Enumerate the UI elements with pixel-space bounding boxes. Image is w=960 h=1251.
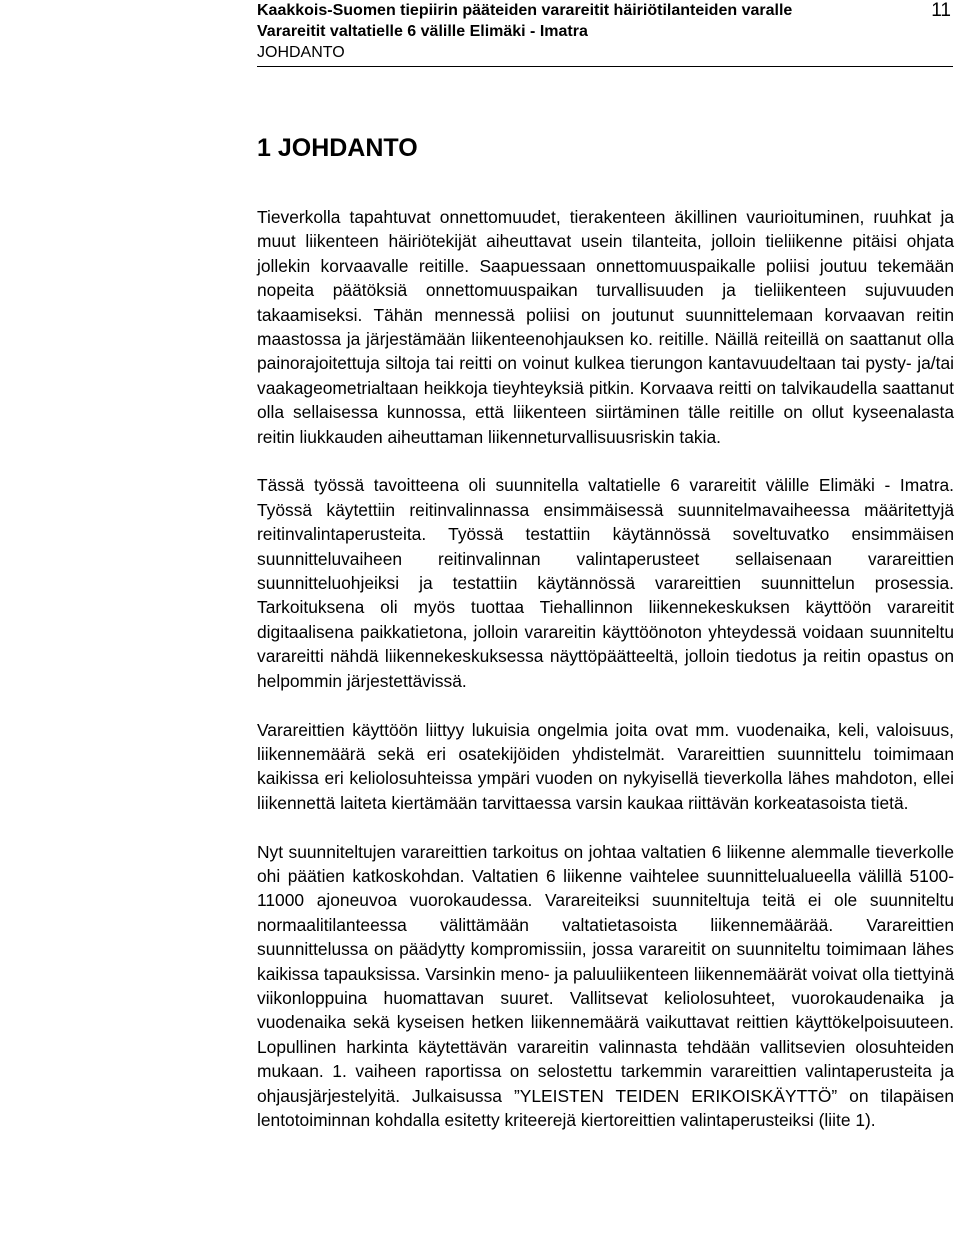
paragraph-2: Tässä työssä tavoitteena oli suunnitella valtatielle 6 varareitit välille Elimäki - Imatra. Työssä käytettiin reitinvalinnassa ensimmäisessä suunnitelmavaiheessa määritettyjä reitinvalintaperusteita. Työssä testattiin käytännössä soveltuvatko ensimmäisen suunnitteluvaiheen reitinvalinnan valintaperusteet sellaisenaan varareittien suunnitteluohjeiksi ja testattiin käytännössä varareittien suunnittelun prosessia. Tarkoituksena oli myös tuottaa Tiehallinnon liikennekeskuksen käyttöön varareitit digitaalisena paikkatietona, jolloin varareitin käyttöönoton yhteydessä voidaan suunniteltu varareitti nähdä liikennekeskuksessa näyttöpäätteeltä, jolloin tiedotus ja reitin opastus on helpommin järjestettävissä.	[257, 475, 954, 691]
running-header	[257, 0, 953, 67]
chapter-heading: 1 JOHDANTO	[257, 134, 418, 162]
paragraph-4: Nyt suunniteltujen varareittien tarkoitus on johtaa valtatien 6 liikenne alemmalle tieverkolle ohi päätien katkoskohdan. Valtatien 6 liikenne vaihtelee suunnittelualueella välillä 5100-11000 ajoneuvoa vuorokaudessa. Varareiteiksi suunniteltuja teitä ei ole suunniteltu normaalitilanteessa välittämään valtatietasoista liikennemäärää. Varareittien suunnittelussa on päädytty kompromissiin, jossa varareitit on suunniteltu toimimaan lähes kaikissa tapauksissa. Varsinkin meno- ja paluuliikenteen liikennemäärät voivat olla tiettyinä viikonloppuina huomattavan suuret. Vallitsevat keliolosuhteet, vuorokaudenaika ja vuodenaika sekä kyseisen hetken liikennemäärä vaikuttavat reittien käyttökelpoisuuteen. Lopullinen harkinta käytettävän varareitin valinnasta tehdään vallitsevien olosuhteiden mukaan. 1. vaiheen raportissa on selostettu tarkemmin varareittien valintaperusteita ja ohjausjärjestelyitä. Julkaisussa ”YLEISTEN TEIDEN ERIKOISKÄYTTÖ” on tilapäisen lentotoiminnan kohdalla esitetty kriteerejä kiertoreittien valintaperusteiksi (liite 1).	[257, 841, 954, 1130]
paragraph-1: Tieverkolla tapahtuvat onnettomuudet, tierakenteen äkillinen vaurioituminen, ruuhkat ja muut liikenteen häiriötekijät aiheuttavat usein tilanteita, jolloin tieliikenne pitäisi ohjata jollekin korvaavalle reitille. Saapuessaan onnettomuuspaikalle poliisi joutuu tekemään nopeita päätöksiä onnettomuuspaikan turvallisuuden ja tieliikenteen sujuvuuden takaamiseksi. Tähän mennessä poliisi on joutunut suunnittelemaan korvaavan reitin maastossa ja järjestämään liikenteenohjauksen ko. reitille. Näillä reiteillä on saattanut olla painorajoitettuja siltoja tai reitti on voinut kulkea tierungon kantavuudeltaan tai pysty- ja/tai vaakageometrialtaan heikkoja tieyhteyksiä pitkin. Korvaava reitti on talvikaudella saattanut olla sellaisessa kunnossa, että liikenteen siirtäminen tälle reitille on ollut kyseenalasta reitin liukkauden aiheuttaman liikenneturvallisuusriskin takia.	[257, 207, 954, 447]
header-section-name: JOHDANTO	[257, 44, 345, 61]
header-report-title: Kaakkois-Suomen tiepiirin pääteiden varareitit häiriötilanteiden varalle	[257, 2, 793, 19]
page-number: 11	[931, 0, 951, 21]
paragraph-3: Varareittien käyttöön liittyy lukuisia ongelmia joita ovat mm. vuodenaika, keli, valoisuus, liikennemäärä sekä eri osatekijöiden yhdistelmät. Varareittien suunnittelu toimimaan kaikissa eri keliolosuhteissa ympäri vuoden on nykyisellä tieverkolla lähes mahdoton, ellei liikennettä laiteta kiertämään tarvittaessa varsin kaukaa riittävän korkeatasoista tietä.	[257, 719, 954, 813]
header-report-subtitle: Varareitit valtatielle 6 välille Elimäki - Imatra	[257, 23, 588, 40]
body-text	[257, 205, 954, 1132]
